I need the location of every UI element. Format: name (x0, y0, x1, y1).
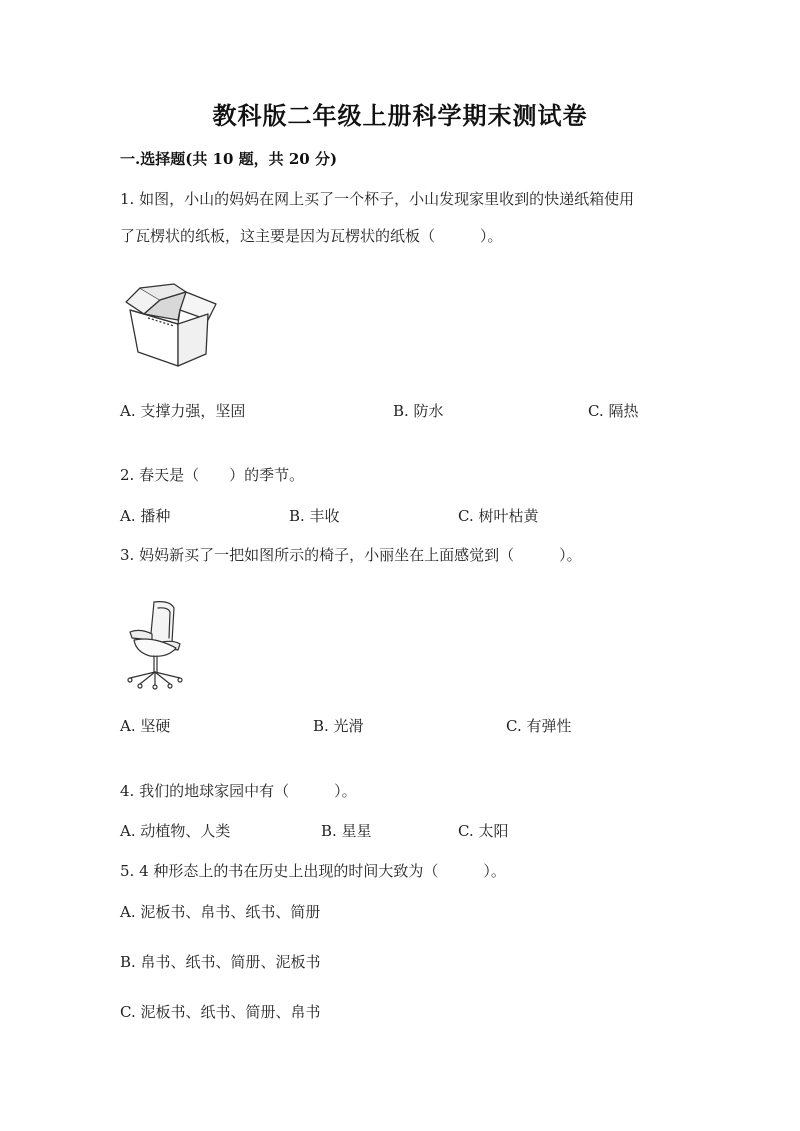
cardboard-box-illustration (118, 280, 228, 370)
question-1-option-a: A. 支撑力强，坚固 (120, 402, 246, 420)
question-4-option-a: A. 动植物、人类 (120, 822, 231, 840)
question-3-option-c: C. 有弹性 (506, 717, 572, 735)
question-1-option-b: B. 防水 (393, 402, 444, 420)
question-3-option-b: B. 光滑 (313, 717, 364, 735)
page-title: 教科版二年级上册科学期末测试卷 (212, 101, 588, 130)
question-1-line-2: 了瓦楞状的纸板，这主要是因为瓦楞状的纸板（ ）。 (120, 227, 503, 245)
question-4-option-c: C. 太阳 (458, 822, 509, 840)
question-3-line-1: 3. 妈妈新买了一把如图所示的椅子，小丽坐在上面感觉到（ ）。 (120, 546, 582, 564)
question-5-option-c: C. 泥板书、纸书、简册、帛书 (120, 1003, 321, 1021)
question-2-line-1: 2. 春天是（ ）的季节。 (120, 466, 305, 484)
question-5-option-b: B. 帛书、纸书、简册、泥板书 (120, 953, 321, 971)
office-chair-illustration (124, 598, 186, 690)
question-2-option-b: B. 丰收 (289, 507, 340, 525)
question-3-option-a: A. 坚硬 (120, 717, 171, 735)
question-2-option-c: C. 树叶枯黄 (458, 507, 539, 525)
question-5-line-1: 5. 4 种形态上的书在历史上出现的时间大致为（ ）。 (120, 862, 506, 880)
question-5-option-a: A. 泥板书、帛书、纸书、简册 (120, 903, 321, 921)
question-4-option-b: B. 星星 (321, 822, 372, 840)
question-1-option-c: C. 隔热 (588, 402, 639, 420)
section-heading: 一.选择题(共 10 题，共 20 分) (120, 150, 338, 168)
question-2-option-a: A. 播种 (120, 507, 171, 525)
question-1-line-1: 1. 如图，小山的妈妈在网上买了一个杯子，小山发现家里收到的快递纸箱使用 (120, 190, 635, 208)
question-4-line-1: 4. 我们的地球家园中有（ ）。 (120, 782, 357, 800)
